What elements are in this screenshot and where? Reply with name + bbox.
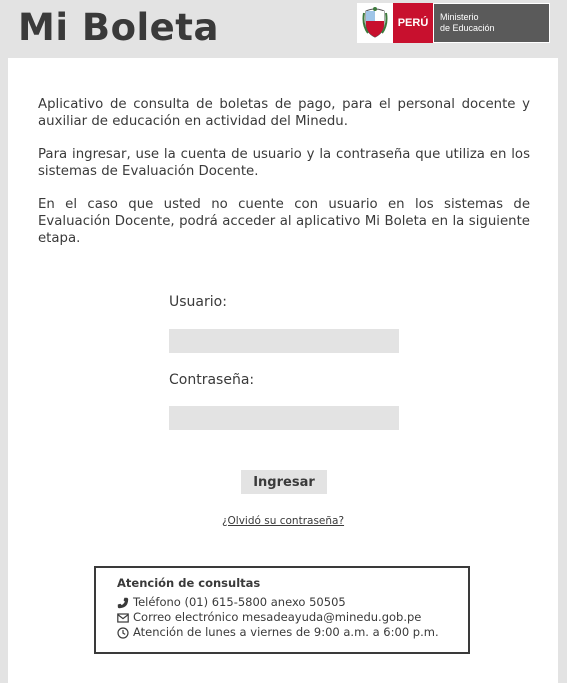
intro-paragraph: Aplicativo de consulta de boletas de pago, para el personal docente y auxiliar de educación en actividad del Minedu. [38,97,530,129]
support-phone [117,595,468,610]
header [0,0,567,58]
app-title: Mi Boleta [18,6,219,49]
support-hours-text: Atención de lunes a viernes de 9:00 a.m. a 6:00 p.m. [133,625,439,639]
ministry-line2: de Educación [440,23,495,33]
support-hours [117,625,468,640]
password-input[interactable] [169,406,399,430]
login-button[interactable]: Ingresar [241,470,327,494]
ministry-label [433,3,550,43]
intro-paragraph: En el caso que usted no cuente con usuario en los sistemas de Evaluación Docente, podrá acceder al aplicativo Mi Boleta en la siguiente etapa. [38,197,530,246]
clock-icon [117,627,129,639]
support-email-text: Correo electrónico mesadeayuda@minedu.gob.pe [133,610,422,624]
support-phone-text: Teléfono (01) 615-5800 anexo 50505 [133,595,346,609]
peru-label: PERÚ [393,3,433,43]
support-title: Atención de consultas [117,576,261,590]
user-input[interactable] [169,329,399,353]
main-panel [8,58,558,683]
minedu-logo [357,3,550,43]
password-label: Contraseña: [169,372,255,388]
support-box [94,566,470,654]
support-email [117,610,468,625]
forgot-password-link[interactable]: ¿Olvidó su contraseña? [221,515,345,527]
ministry-line1: Ministerio [440,12,479,22]
intro-text [38,96,530,263]
mail-icon [117,612,129,624]
user-label: Usuario: [169,294,227,310]
coat-of-arms-icon [357,3,393,43]
phone-icon [117,597,129,609]
intro-paragraph: Para ingresar, use la cuenta de usuario y la contraseña que utiliza en los sistemas de Evaluación Docente. [38,147,530,179]
